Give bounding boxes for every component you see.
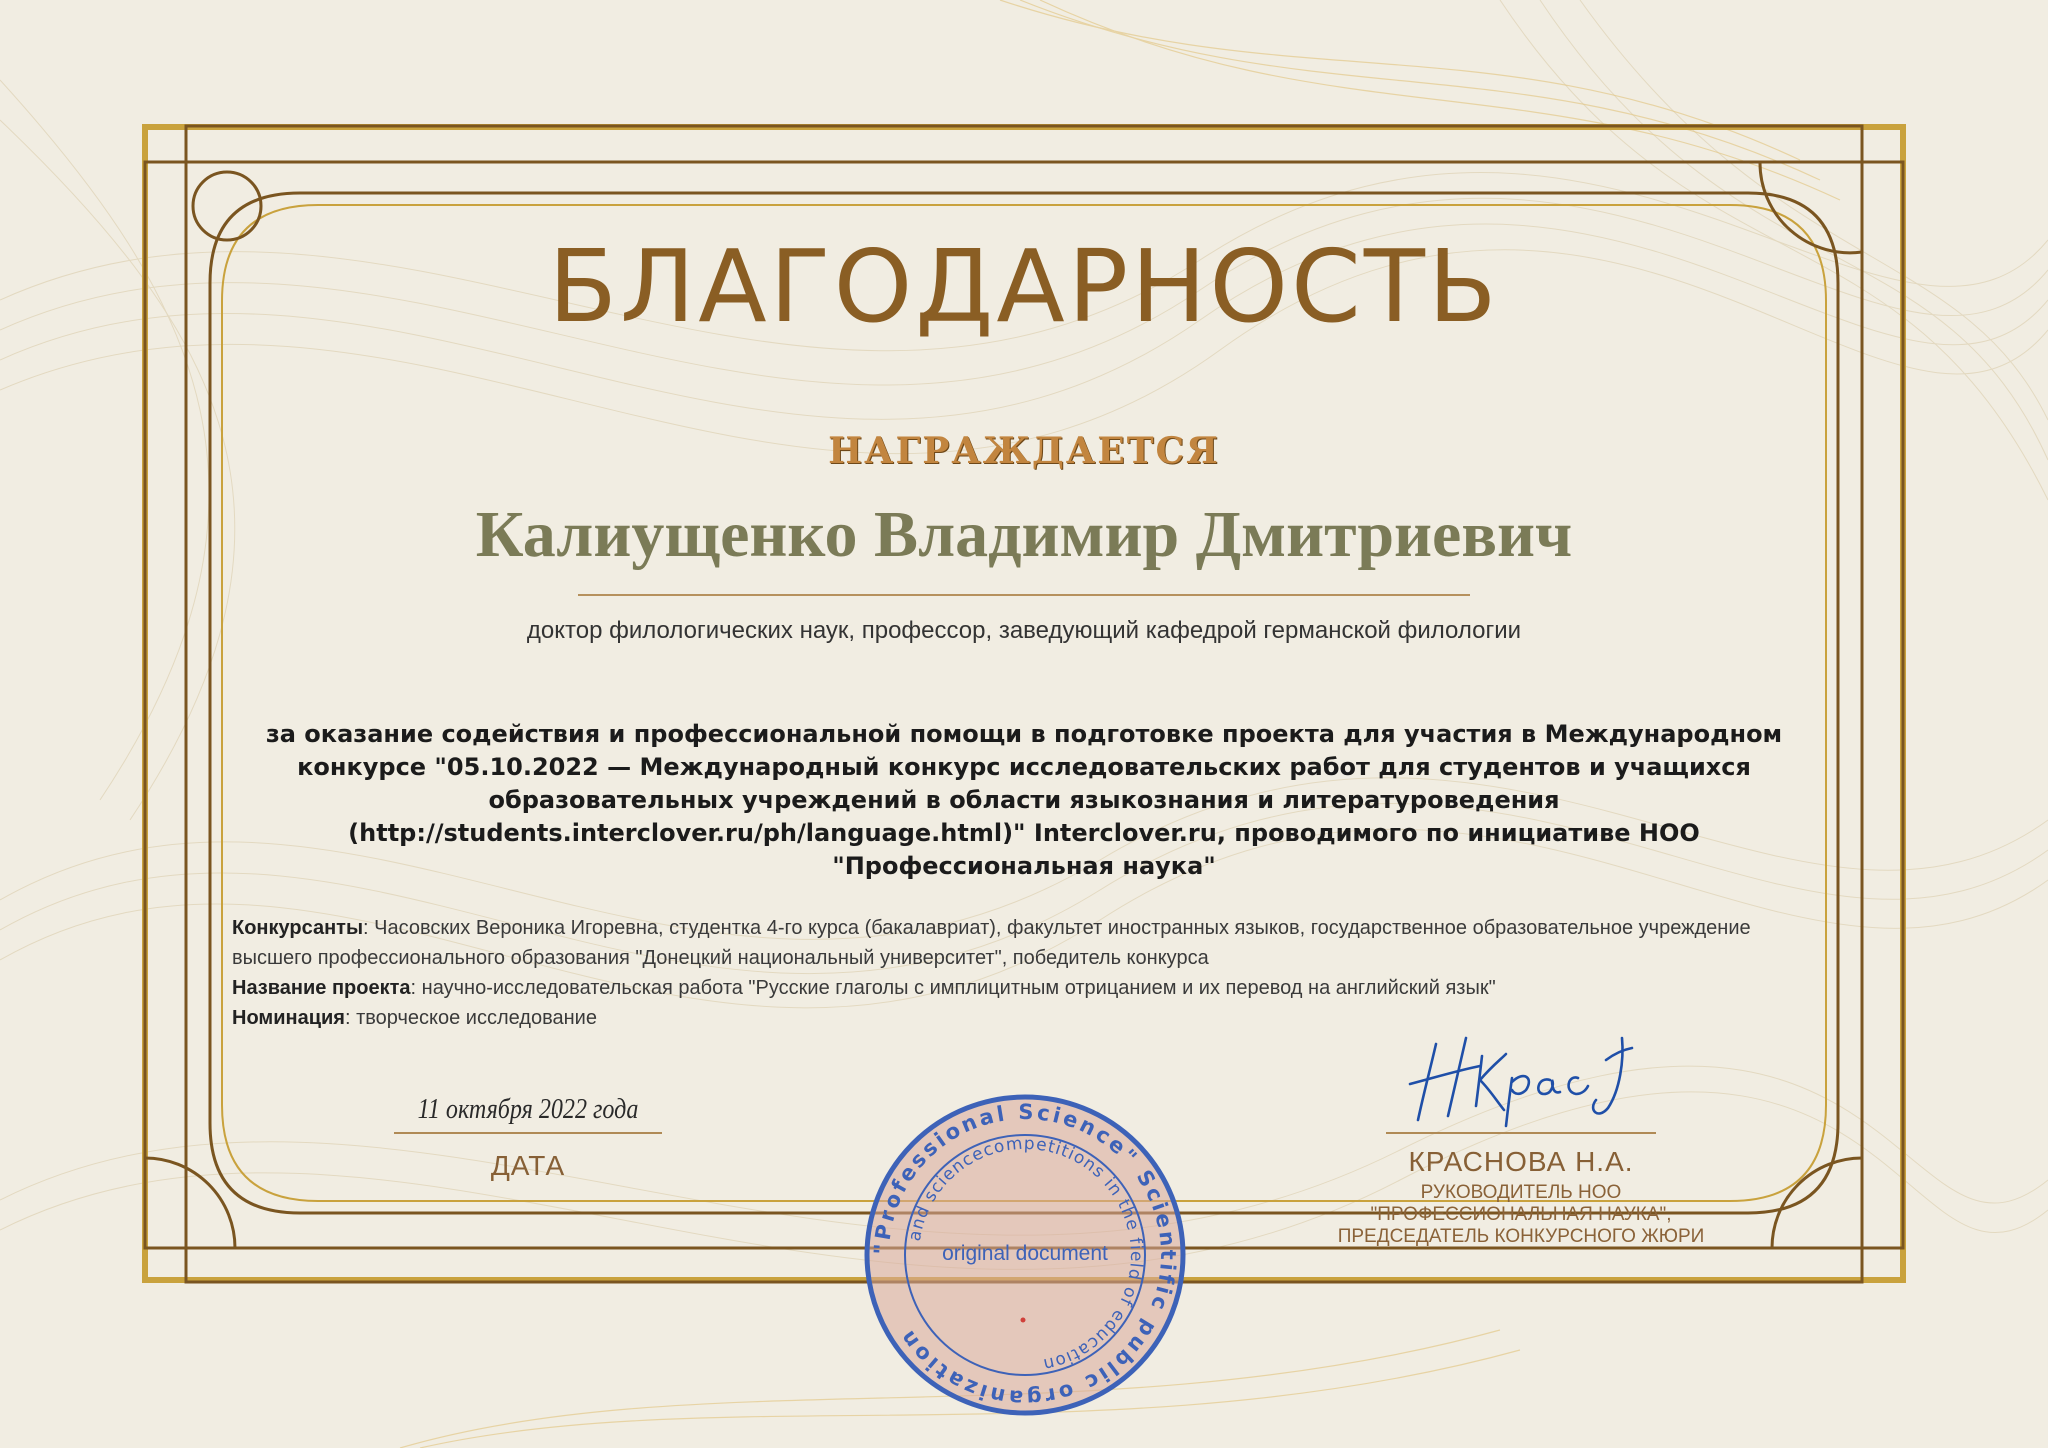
official-seal	[862, 1092, 1188, 1418]
corner-arc-bottom-right	[1772, 1158, 1862, 1248]
signer-name: КРАСНОВА Н.А.	[1408, 1146, 1634, 1177]
seal-inner-text: and sciencecompetitions in the field of education	[904, 1133, 1147, 1375]
signer-role: РУКОВОДИТЕЛЬ НОО "ПРОФЕССИОНАЛЬНАЯ НАУКА", ПРЕДСЕДАТЕЛЬ КОНКУРСНОГО ЖЮРИ	[1337, 1182, 1705, 1247]
participants-value: Часовских Вероника Игоревна, студентка 4-го курса (бакалавриат), факультет иностранных языков, государственное образовательное учреждение высшего профессионального образования "Донецкий национальный университет", победитель конкурса	[232, 917, 1751, 969]
seal-center-text: original document	[942, 1242, 1108, 1265]
awarded-label: НАГРАЖДАЕТСЯ	[828, 430, 1220, 472]
signature-line	[1386, 1132, 1656, 1134]
date-label: ДАТА	[490, 1150, 566, 1181]
handwritten-signature	[1400, 1030, 1640, 1130]
recipient-position: доктор филологических наук, профессор, заведующий кафедрой германской филологии	[526, 617, 1522, 644]
name-underline	[578, 594, 1470, 596]
seal-outer-text: "Professional Science" Scientific public organization	[869, 1099, 1181, 1411]
participants-label: Конкурсанты	[232, 917, 364, 939]
corner-arc-bottom-left	[145, 1158, 235, 1248]
date-value: 11 октября 2022 года	[417, 1094, 639, 1125]
nomination-label: Номинация	[232, 1007, 345, 1029]
nomination-row: Номинация: творческое исследование	[232, 1007, 597, 1029]
recipient-name: Калиущенко Владимир Дмитриевич	[475, 498, 1573, 571]
details-block	[232, 913, 1832, 1033]
project-value: научно-исследовательская работа "Русские глаголы с имплицитным отрицанием и их перевод на английский язык"	[421, 977, 1496, 999]
certificate-title: БЛАГОДАРНОСТЬ	[548, 228, 1500, 345]
date-line	[394, 1132, 662, 1134]
nomination-value: творческое исследование	[356, 1007, 597, 1029]
project-row: Название проекта: научно-исследовательская работа "Русские глаголы с имплицитным отрицанием и их перевод на английский язык"	[232, 977, 1496, 999]
award-reason: за оказание содействия и профессиональной помощи в подготовке проекта для участия в Международном конкурсе "05.10.2022 — Международный конкурс исследовательских работ для студентов и учащихся образовательных учреждений в области языкознания и литературоведения (http://students.interclover.ru/ph/language.html)" Interclover.ru, проводимого по инициативе НОО "Профессиональная наука"	[265, 720, 1783, 880]
project-label: Название проекта	[232, 977, 411, 999]
seal-dot	[1021, 1318, 1026, 1323]
participants-row: Конкурсанты: Часовских Вероника Игоревна, студентка 4-го курса (бакалавриат), факультет иностранных языков, государственное образовательное учреждение высшего профессионального образования "Донецкий национальный университет", победитель конкурса	[232, 917, 1751, 969]
